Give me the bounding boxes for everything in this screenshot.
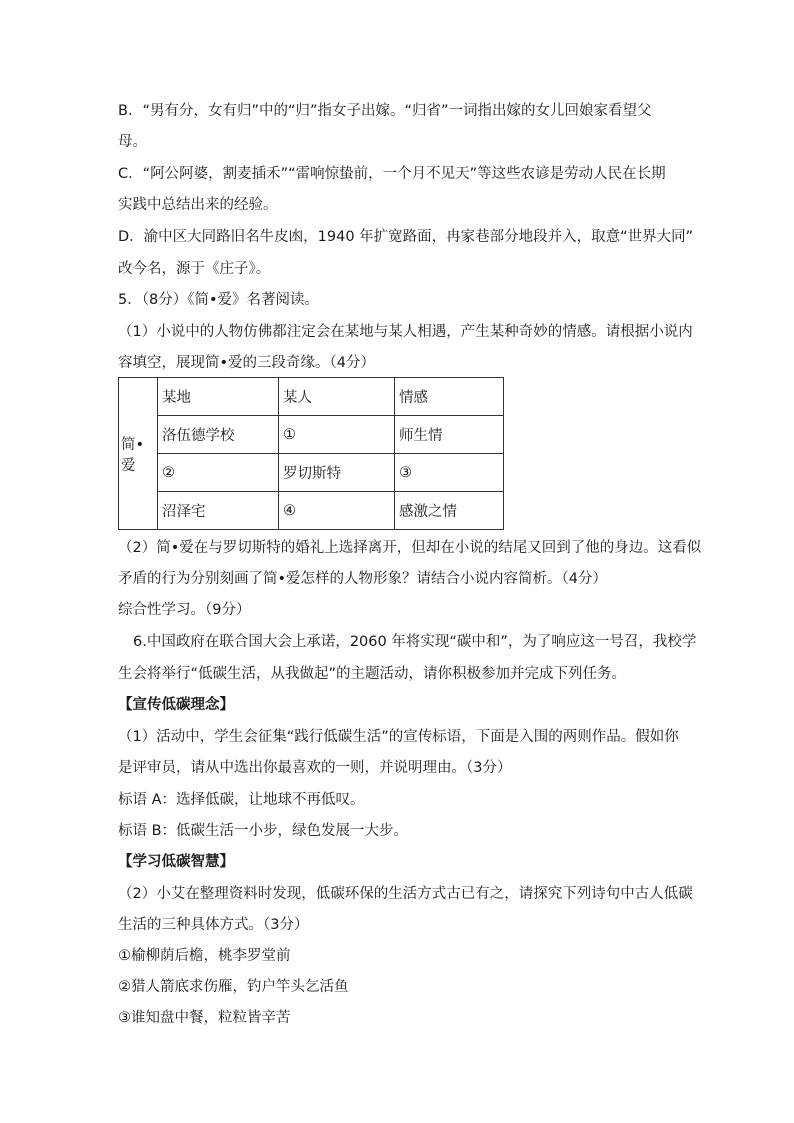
table-cell: 沼泽宅 [158,492,279,530]
poem-line-2: ②猎人箭底求伤雁，钓户竿头乞活鱼 [118,979,349,995]
option-c-line-1: C．“阿公阿婆，割麦插禾”“雷响惊蛰前，一个月不见天”等这些农谚是劳动人民在长期 [118,166,666,182]
table-row [119,492,504,530]
question-5-1-line-2: 容填空，展现简•爱的三段奇缘。（4分） [118,355,376,371]
option-d-line-2: 改今名，源于《庄子》。 [118,261,271,277]
slogan-a: 标语 A：选择低碳，让地球不再低叹。 [118,792,365,808]
table-header-cell: 某人 [279,378,395,416]
slogan-b: 标语 B：低碳生活一小步，绿色发展一大步。 [118,823,409,839]
task-2-line-2: 生活的三种具体方式。（3分） [118,917,309,933]
table-row-header: 简•爱 [119,378,158,530]
question-5-2-line-2: 矛盾的行为分别刻画了简•爱怎样的人物形象？请结合小说内容简析。（4分） [118,571,608,587]
table-cell: ① [279,416,395,454]
question-5-title: 5．（8分）《简•爱》名著阅读。 [118,292,320,308]
table-cell: 洛伍德学校 [158,416,279,454]
heading-learn-low-carbon: 【学习低碳智慧】 [118,854,234,870]
section-comprehensive-study: 综合性学习。（9分） [118,602,251,618]
jane-eyre-table [118,377,504,530]
table-row [119,378,504,416]
question-6-line-1: 6.中国政府在联合国大会上承诺，2060 年将实现“碳中和”，为了响应这一号召，我校学 [133,634,697,650]
task-1-line-1: （1）活动中，学生会征集“践行低碳生活”的宣传标语，下面是入围的两则作品。假如你 [118,729,679,745]
task-2-line-1: （2）小艾在整理资料时发现，低碳环保的生活方式古已有之，请探究下列诗句中古人低碳 [118,886,693,902]
table-cell: 感激之情 [395,492,504,530]
table-header-cell: 情感 [395,378,504,416]
option-b-line-2: 母。 [118,134,147,150]
table-cell: ② [158,454,279,492]
table-cell: ④ [279,492,395,530]
question-5-2-line-1: （2）简•爱在与罗切斯特的婚礼上选择离开，但却在小说的结尾又回到了他的身边。这看似 [118,540,702,556]
task-1-line-2: 是评审员，请从中选出你最喜欢的一则，并说明理由。（3分） [118,760,512,776]
option-b-line-1: B．“男有分，女有归”中的“归”指女子出嫁。“归省”一词指出嫁的女儿回娘家看望父 [118,103,652,119]
heading-promote-low-carbon: 【宣传低碳理念】 [118,697,234,713]
table-cell: 师生情 [395,416,504,454]
table-cell: ③ [395,454,504,492]
table-header-cell: 某地 [158,378,279,416]
question-6-line-2: 生会将举行“低碳生活，从我做起”的主题活动，请你积极参加并完成下列任务。 [118,666,627,682]
option-d-line-1: D．渝中区大同路旧名牛皮凼，1940 年扩宽路面，冉家巷部分地段并入，取意“世界大同” [118,229,694,245]
table-cell: 罗切斯特 [279,454,395,492]
poem-line-1: ①榆柳荫后檐，桃李罗堂前 [118,948,291,964]
table-row [119,416,504,454]
table-row [119,454,504,492]
question-5-1-line-1: （1）小说中的人物仿佛都注定会在某地与某人相遇，产生某种奇妙的情感。请根据小说内 [118,324,693,340]
option-c-line-2: 实践中总结出来的经验。 [118,197,278,213]
poem-line-3: ③谁知盘中餐，粒粒皆辛苦 [118,1010,291,1026]
